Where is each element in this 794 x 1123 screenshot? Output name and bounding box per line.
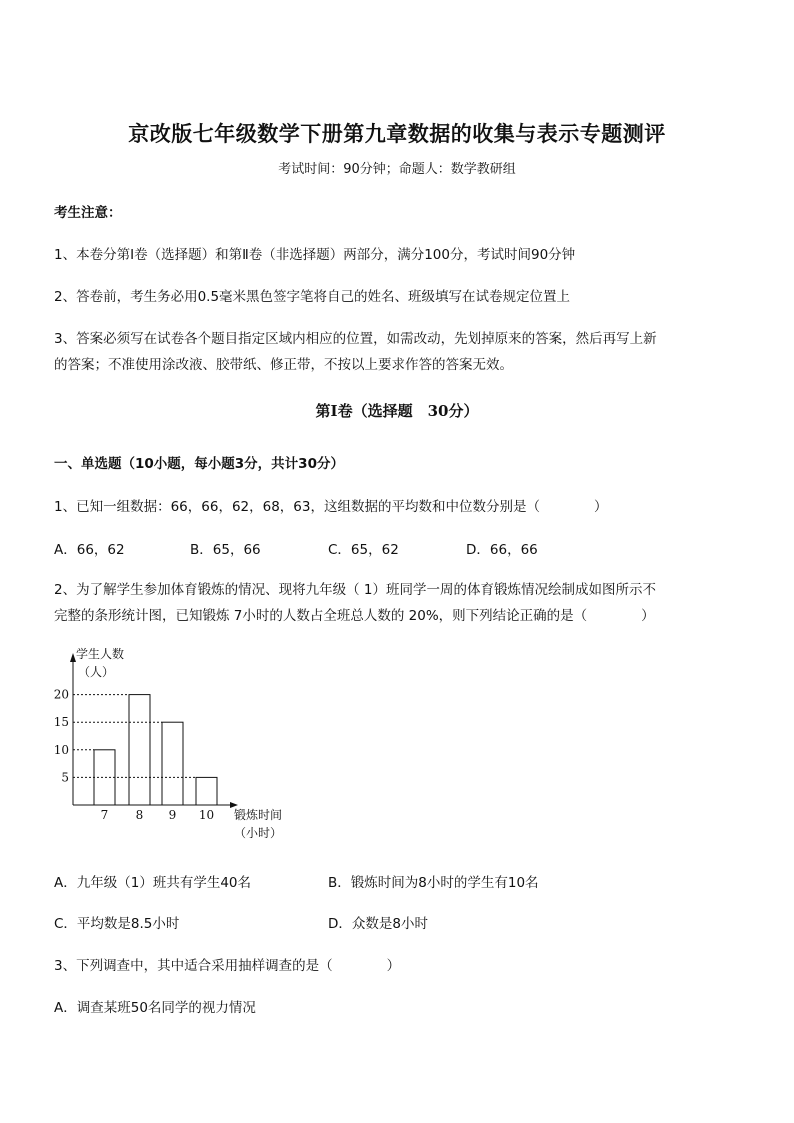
q2-option-d: D．众数是8小时 (328, 916, 428, 932)
notice-item-2: 2、答卷前，考生务必用0.5毫米黑色签字笔将自己的姓名、班级填写在试卷规定位置上 (54, 289, 571, 305)
notice-item-1: 1、本卷分第Ⅰ卷（选择题）和第Ⅱ卷（非选择题）两部分，满分100分，考试时间90分钟 (54, 247, 576, 263)
y-axis-label: 学生人数 (76, 647, 125, 661)
q1-option-c: C．65，62 (328, 542, 399, 558)
x-axis-unit: （小时） (234, 826, 283, 840)
y-tick-10: 10 (53, 742, 69, 757)
q1-option-a: A．66，62 (54, 542, 125, 558)
q2-option-a: A．九年级（1）班共有学生40名 (54, 875, 252, 891)
notice-item-3: 3、答案必须写在试卷各个题目指定区域内相应的位置，如需改动，先划掉原来的答案，然后再写上新 (54, 331, 657, 347)
exam-info: 考试时间：90分钟；命题人：数学教研组 (278, 162, 516, 177)
q1-option-d: D．66，66 (466, 542, 538, 558)
y-tick-5: 5 (61, 770, 69, 785)
x-tick-8: 8 (135, 808, 144, 822)
question-2-stem-line1: 2、为了解学生参加体育锻炼的情况、现将九年级（ 1）班同学一周的体育锻炼情况绘制成如图所示不 (54, 582, 656, 598)
q3-option-a: A．调查某班50名同学的视力情况 (54, 1000, 256, 1016)
notice-heading: 考生注意： (54, 205, 122, 221)
x-axis-label: 锻炼时间 (234, 808, 283, 822)
x-tick-7: 7 (100, 808, 109, 822)
y-tick-15: 15 (53, 715, 69, 730)
question-3-stem: 3、下列调查中，其中适合采用抽样调查的是（ ） (54, 958, 401, 974)
bar-9 (162, 722, 183, 805)
x-tick-10: 10 (198, 808, 215, 822)
q2-option-c: C．平均数是8.5小时 (54, 916, 180, 932)
x-tick-9: 9 (168, 808, 177, 822)
q2-option-b: B．锻炼时间为8小时的学生有10名 (328, 875, 539, 891)
part-title: 一、单选题（10小题，每小题3分，共计30分） (54, 456, 344, 472)
bar-chart (48, 640, 308, 845)
y-axis-unit: （人） (78, 665, 115, 679)
section-title: 第Ⅰ卷（选择题 30分） (315, 402, 479, 420)
bar-10 (196, 777, 217, 805)
question-1-stem: 1、已知一组数据：66，66，62，68，63，这组数据的平均数和中位数分别是（ ） (54, 499, 608, 515)
q1-option-b: B．65，66 (190, 542, 261, 558)
y-tick-20: 20 (53, 687, 69, 702)
question-2-stem-line2: 完整的条形统计图，已知锻炼 7小时的人数占全班总人数的 20%，则下列结论正确的是（ ） (54, 608, 655, 624)
notice-item-3-cont: 的答案；不准使用涂改液、胶带纸、修正带，不按以上要求作答的答案无效。 (54, 357, 513, 373)
page-title: 京改版七年级数学下册第九章数据的收集与表示专题测评 (128, 121, 666, 146)
bar-8 (129, 695, 150, 805)
